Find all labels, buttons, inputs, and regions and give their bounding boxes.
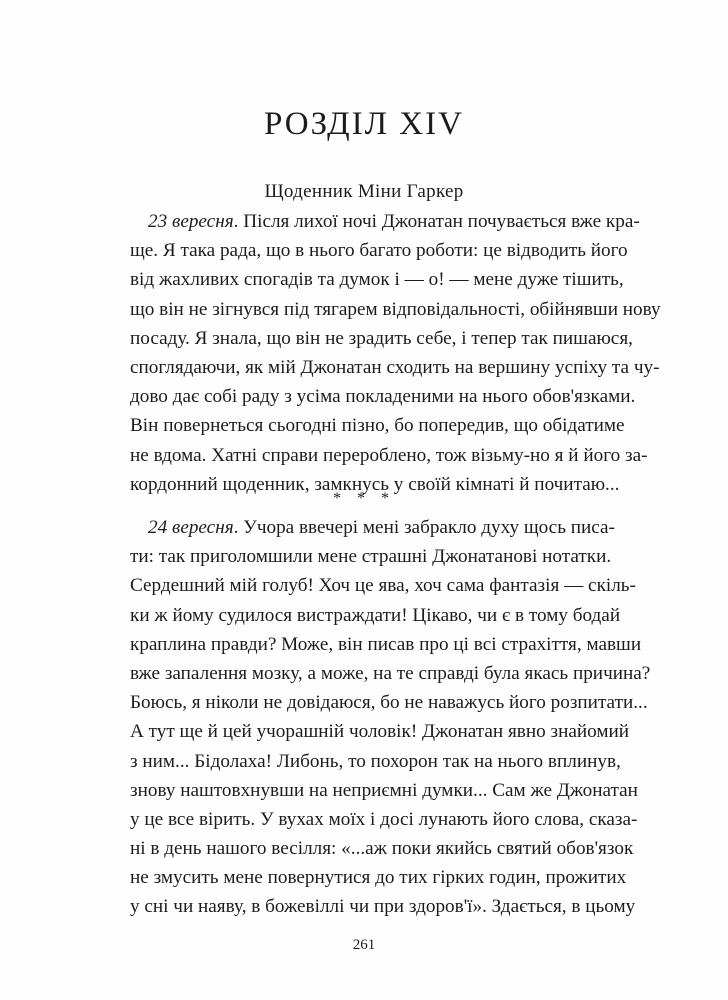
diary-entry-2 bbox=[130, 513, 651, 922]
entry-line: посаду. Я знала, що він не зрадить себе, і тепер так пишаюся, bbox=[130, 327, 633, 349]
page-number: 261 bbox=[352, 937, 376, 953]
entry-line: Він повернеться сьогодні пізно, бо попередив, що обідатиме bbox=[130, 415, 625, 437]
entry-line: знову наштовхнувши на неприємні думки... Сам же Джонатан bbox=[130, 779, 638, 801]
entry-line: 23 вересня. Після лихої ночі Джонатан почувається вже кра- bbox=[148, 211, 640, 232]
entry-line: ти: так приголомшили мене страшні Джонатанові нотатки. bbox=[130, 546, 612, 568]
entry-line: з ним... Бідолаха! Либонь, то похорон так на нього вплинув, bbox=[130, 750, 621, 772]
entry-line: у це все вірить. У вухах моїх і досі лунають його слова, сказа- bbox=[130, 808, 638, 830]
entry-line: ні в день нашого весілля: «...аж поки якийсь святий обов'язок bbox=[130, 838, 634, 860]
entry-line: не змусить мене повернутися до тих гірких годин, прожитих bbox=[130, 867, 627, 889]
entry-line: дово дає собі раду з усіма покладеними на нього обов'язками. bbox=[130, 386, 636, 408]
entry-line: споглядаючи, як мій Джонатан сходить на вершину успіху та чу- bbox=[130, 356, 660, 378]
chapter-title: РОЗДІЛ XIV bbox=[264, 106, 464, 142]
entry-line: кордонний щоденник, замкнусь у своїй кімнаті й почитаю... bbox=[130, 473, 620, 495]
entry-line: ки ж йому судилося вистраждати! Цікаво, чи є в тому бодай bbox=[130, 604, 621, 626]
entry-line: що він не зігнувся під тягарем відповідальності, обійнявши нову bbox=[130, 298, 661, 320]
section-separator: * * * bbox=[333, 490, 395, 507]
entry-line: Боюсь, я ніколи не довідаюся, бо не наважусь його розпитати... bbox=[130, 692, 648, 714]
diary-entry-1 bbox=[130, 207, 661, 499]
entry-line: ще. Я така рада, що в нього багато роботи: це відводить його bbox=[130, 240, 628, 262]
entry-line: вже запалення мозку, а може, на те справді була якась причина? bbox=[130, 662, 651, 684]
entry-date: 23 вересня bbox=[148, 211, 234, 232]
entry-date: 24 вересня bbox=[148, 517, 234, 538]
entry-line: А тут ще й цей учорашній чоловік! Джонатан явно знайомий bbox=[130, 721, 630, 743]
section-title: Щоденник Міни Гаркер bbox=[264, 181, 464, 202]
entry-line: не вдома. Хатні справи перероблено, тож візьму-но я й його за- bbox=[130, 444, 648, 466]
entry-line: у сні чи наяву, в божевіллі чи при здоров'ї». Здається, в цьому bbox=[130, 896, 636, 918]
entry-line: 24 вересня. Учора ввечері мені забракло духу щось писа- bbox=[148, 517, 615, 538]
entry-line: від жахливих спогадів та думок і — о! — мене дуже тішить, bbox=[130, 269, 624, 291]
entry-line: Сердешний мій голуб! Хоч це ява, хоч сама фантазія — скіль- bbox=[130, 575, 636, 597]
entry-line: краплина правди? Може, він писав про ці всі страхіття, мавши bbox=[130, 633, 642, 655]
